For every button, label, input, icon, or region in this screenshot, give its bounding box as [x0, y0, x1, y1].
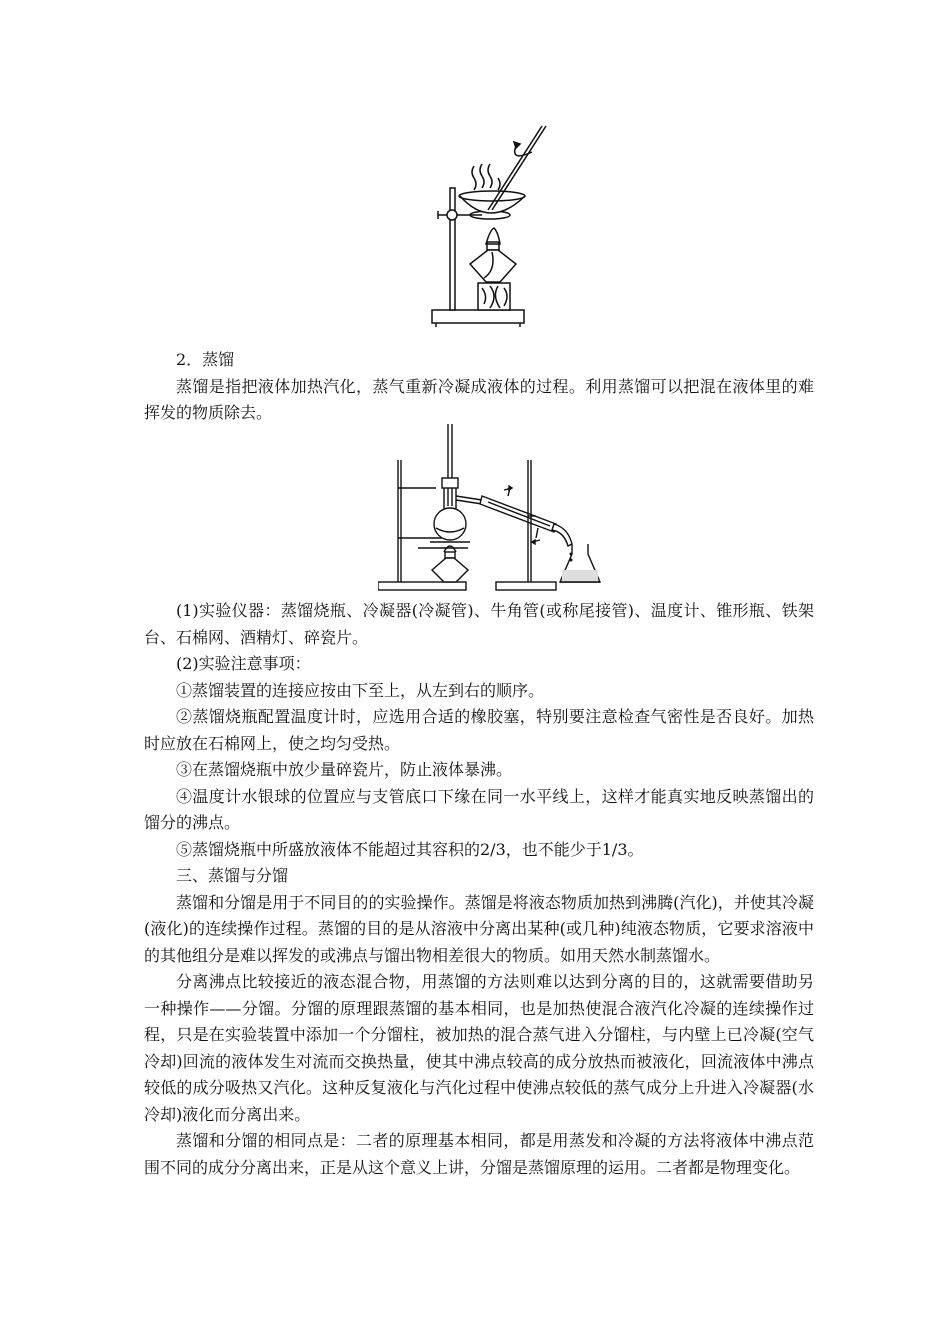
section3-heading: 三、蒸馏与分馏	[176, 866, 289, 885]
evaporation-apparatus-figure	[430, 118, 570, 330]
note-item: ①蒸馏装置的连接应按由下至上，从左到右的顺序。	[176, 680, 545, 700]
section3-paragraph: 分离沸点比较接近的液态混合物，用蒸馏的方法则难以达到分离的目的，这就需要借助另一种操作——分馏。分馏的原理跟蒸馏的基本相同，也是加热使混合液汽化冷凝的连续操作过程，只是在实验装置中添加一个分馏柱，被加热的混合蒸气进入分馏柱，与内壁上已冷凝(空气冷却)回流的液体发生对流而交换热量，使其中沸点较高的成分放热而被液化，回流液体中沸点较低的成分吸热又汽化。这种反复液化与汽化过程中使沸点较低的蒸气成分上升进入冷凝器(水冷却)液化而分离出来。	[144, 972, 814, 1124]
note-item: ③在蒸馏烧瓶中放少量碎瓷片，防止液体暴沸。	[176, 760, 513, 779]
section3-paragraph: 蒸馏和分馏是用于不同目的的实验操作。蒸馏是将液态物质加热到沸腾(汽化)，并使其冷凝(液化)的连续操作过程。蒸馏的目的是从溶液中分离出某种(或几种)纯液态物质，它要求溶液中的其他组分是难以挥发的或沸点与馏出物相差很大的物质。如用天然水制蒸馏水。	[144, 892, 814, 965]
note-item: ⑤蒸馏烧瓶中所盛放液体不能超过其容积的2/3，也不能少于1/3。	[176, 839, 644, 859]
section2-heading: 2．蒸馏	[176, 350, 235, 369]
section3-paragraph: 蒸馏和分馏的相同点是：二者的原理基本相同，都是用蒸发和冷凝的方法将液体中沸点范围不同的成分分离出来，正是从这个意义上讲，分馏是蒸馏原理的运用。二者都是物理变化。	[144, 1131, 814, 1177]
notes-heading: (2)实验注意事项：	[176, 654, 311, 673]
section2-paragraph: 蒸馏是指把液体加热汽化，蒸气重新冷凝成液体的过程。利用蒸馏可以把混在液体里的难挥发的物质除去。	[144, 376, 814, 422]
distillation-apparatus-figure	[378, 420, 603, 598]
instruments-paragraph: (1)实验仪器：蒸馏烧瓶、冷凝器(冷凝管)、牛角管(或称尾接管)、温度计、锥形瓶、铁架台、石棉网、酒精灯、碎瓷片。	[144, 601, 814, 647]
note-item: ②蒸馏烧瓶配置温度计时，应选用合适的橡胶塞，特别要注意检查气密性是否良好。加热时应放在石棉网上，使之均匀受热。	[144, 707, 814, 753]
note-item: ④温度计水银球的位置应与支管底口下缘在同一水平线上，这样才能真实地反映蒸馏出的馏分的沸点。	[144, 786, 814, 832]
distillation-details	[144, 598, 814, 1181]
distillation-section	[144, 347, 814, 427]
